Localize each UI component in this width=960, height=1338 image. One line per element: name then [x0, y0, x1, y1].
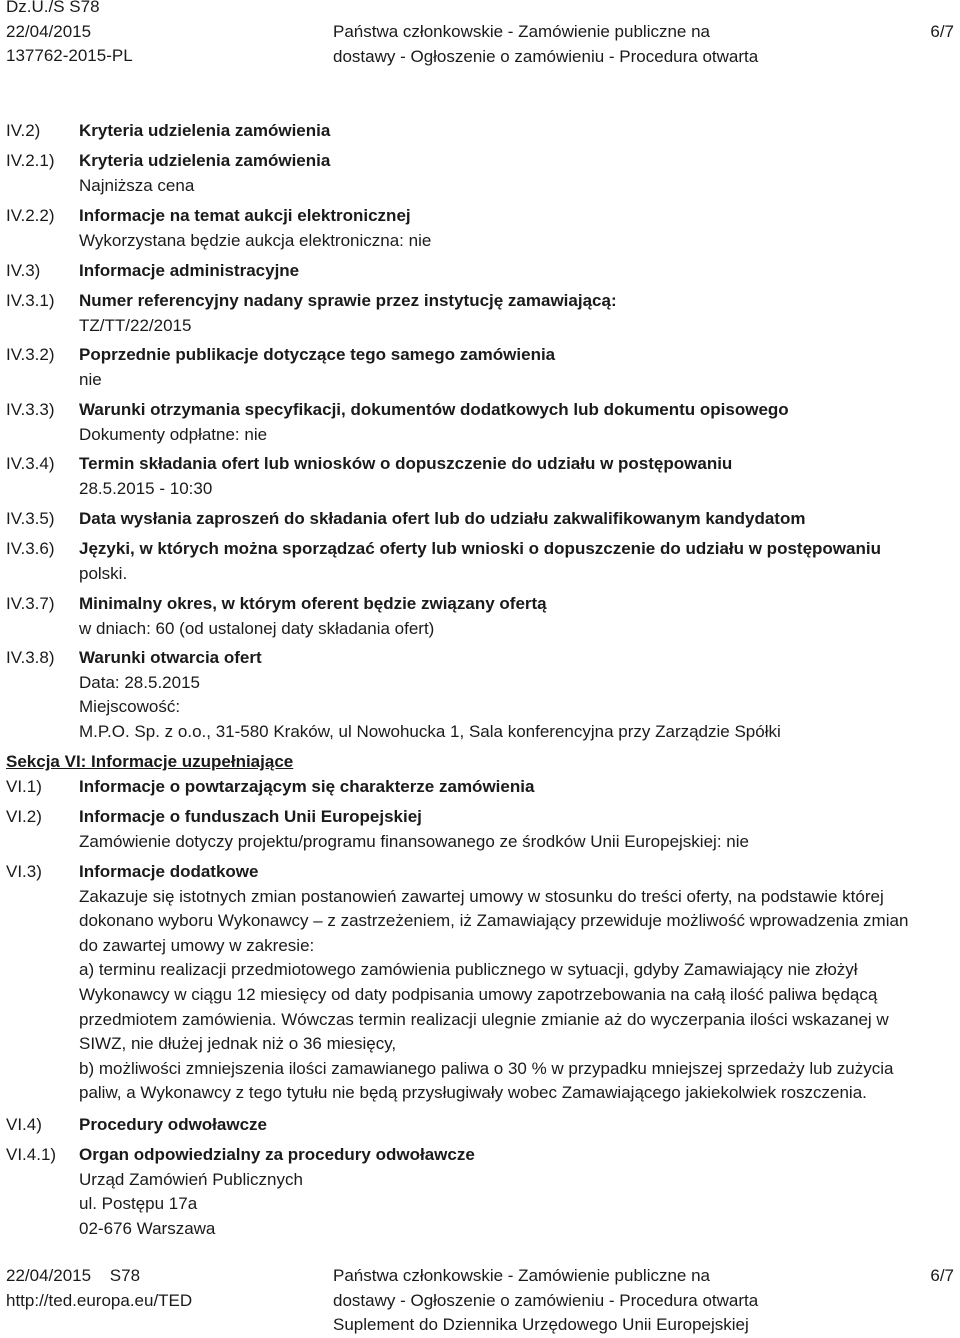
item-content	[79, 149, 330, 198]
item-number: IV.3.1)	[6, 291, 55, 310]
item-number: IV.2.1)	[6, 151, 55, 170]
item-heading: Termin składania ofert lub wniosków o dopuszczenie do udziału w postępowaniu	[79, 454, 733, 473]
item-text: Miejscowość:	[79, 697, 181, 717]
section-6-title: Sekcja VI: Informacje uzupełniające	[6, 752, 294, 771]
footer-title-line-2: dostawy - Ogłoszenie o zamówieniu - Procedura otwarta	[333, 1290, 759, 1310]
item-content	[79, 343, 555, 392]
item-number: IV.3)	[6, 261, 41, 280]
item-content	[79, 452, 732, 501]
item-number: IV.2.2)	[6, 206, 55, 225]
item-text: M.P.O. Sp. z o.o., 31-580 Kraków, ul Nowohucka 1, Sala konferencyjna przy Zarządzie Spółki	[79, 721, 781, 741]
item-heading: Informacje o funduszach Unii Europejskiej	[79, 807, 422, 826]
header-title-line-1: Państwa członkowskie - Zamówienie publiczne na	[333, 22, 711, 41]
header-date: 22/04/2015	[6, 21, 92, 41]
item-heading: Organ odpowiedzialny za procedury odwoławcze	[79, 1145, 475, 1164]
item-number: VI.3)	[6, 862, 42, 881]
header-title-line-2: dostawy - Ogłoszenie o zamówieniu - Procedura otwarta	[333, 46, 759, 66]
item-heading: Warunki otrzymania specyfikacji, dokumentów dodatkowych lub dokumentu opisowego	[79, 400, 789, 419]
item-heading: Minimalny okres, w którym oferent będzie związany ofertą	[79, 594, 547, 613]
item-text: paliw, a Wykonawcy z tego tytułu nie będą przysługiwały wobec Zamawiającego jakiekolwiek roszczenia.	[79, 1083, 867, 1103]
item-text: polski.	[79, 563, 128, 583]
item-number: IV.3.5)	[6, 509, 55, 528]
header-page-number: 6/7	[930, 22, 954, 41]
item-text: Zamówienie dotyczy projektu/programu finansowanego ze środków Unii Europejskiej: nie	[79, 831, 749, 851]
item-heading: Kryteria udzielenia zamówienia	[79, 151, 331, 170]
header-journal-ref: Dz.U./S S78	[6, 0, 100, 16]
item-number: VI.4.1)	[6, 1145, 57, 1164]
item-content	[79, 119, 330, 144]
item-content	[79, 289, 617, 338]
item-text: Zakazuje się istotnych zmian postanowień zawartej umowy w stosunku do treści oferty, na podstawie której	[79, 886, 884, 906]
item-text: b) możliwości zmniejszenia ilości zamawianego paliwa o 30 % w przypadku mniejszej sprzedaży lub zużycia	[79, 1058, 894, 1078]
item-content	[79, 1113, 267, 1138]
item-heading: Numer referencyjny nadany sprawie przez instytucję zamawiającą:	[79, 291, 617, 310]
item-number: IV.2)	[6, 121, 41, 140]
item-number: IV.3.4)	[6, 454, 55, 473]
item-content	[79, 398, 789, 447]
item-text: dokonano wyboru Wykonawcy – z zastrzeżeniem, iż Zamawiający przewiduje możliwość wprowadzenia zmian	[79, 911, 909, 931]
item-text: TZ/TT/22/2015	[79, 315, 192, 335]
item-heading: Data wysłania zaproszeń do składania ofert lub do udziału zakwalifikowanym kandydatom	[79, 509, 806, 528]
item-heading: Języki, w których można sporządzać oferty lub wnioski o dopuszczenie do udziału w postępowaniu	[79, 539, 881, 558]
item-text: Wykonawcy w ciągu 12 miesięcy od daty podpisania umowy zapotrzebowania na całą ilość paliwa będącą	[79, 984, 878, 1004]
footer-title-line-3: Suplement do Dziennika Urzędowego Unii Europejskiej	[333, 1315, 749, 1335]
item-number: IV.3.3)	[6, 400, 55, 419]
footer-url[interactable]: http://ted.europa.eu/TED	[6, 1290, 193, 1310]
item-text: nie	[79, 369, 102, 389]
item-text: Data: 28.5.2015	[79, 672, 200, 692]
item-number: VI.1)	[6, 777, 42, 796]
item-number: IV.3.2)	[6, 345, 55, 364]
item-text: przedmiotem zamówienia. Wówczas termin realizacji ulegnie zmianie aż do wyczerpania ilości wskazanej w	[79, 1009, 889, 1029]
item-heading: Kryteria udzielenia zamówienia	[79, 121, 331, 140]
item-text: Dokumenty odpłatne: nie	[79, 424, 268, 444]
item-text: Urząd Zamówień Publicznych	[79, 1169, 303, 1189]
item-heading: Warunki otwarcia ofert	[79, 648, 262, 667]
item-number: IV.3.8)	[6, 648, 55, 667]
item-heading: Informacje administracyjne	[79, 261, 300, 280]
item-content	[79, 775, 534, 800]
item-heading: Informacje na temat aukcji elektronicznej	[79, 206, 411, 225]
item-content	[79, 204, 431, 253]
item-content	[79, 537, 881, 586]
footer-center	[333, 1264, 758, 1338]
item-heading: Procedury odwoławcze	[79, 1115, 267, 1134]
item-heading: Informacje o powtarzającym się charakterze zamówienia	[79, 777, 535, 796]
header-notice-id: 137762-2015-PL	[6, 46, 133, 66]
footer-date: 22/04/2015 S78	[6, 1266, 141, 1285]
item-text: Wykorzystana będzie aukcja elektroniczna: nie	[79, 230, 432, 250]
item-number: IV.3.7)	[6, 594, 55, 613]
item-content	[79, 860, 908, 1106]
item-content	[79, 646, 781, 744]
item-content	[79, 259, 299, 284]
item-heading: Informacje dodatkowe	[79, 862, 259, 881]
item-number: IV.3.6)	[6, 539, 55, 558]
item-text: 28.5.2015 - 10:30	[79, 478, 213, 498]
item-text: 02-676 Warszawa	[79, 1218, 216, 1238]
footer-left	[6, 1264, 192, 1313]
footer-page-number: 6/7	[930, 1266, 954, 1285]
header-center	[333, 20, 758, 69]
item-text: SIWZ, nie dłużej jednak niż o 36 miesięcy,	[79, 1034, 397, 1054]
item-number: VI.2)	[6, 807, 42, 826]
item-text: do zawartej umowy w zakresie:	[79, 935, 315, 955]
item-heading: Poprzednie publikacje dotyczące tego samego zamówienia	[79, 345, 556, 364]
item-content	[79, 805, 749, 854]
item-text: Najniższa cena	[79, 175, 195, 195]
header-left	[6, 0, 133, 69]
item-text: a) terminu realizacji przedmiotowego zamówienia publicznego w sytuacji, gdyby Zamawiający nie złożył	[79, 960, 858, 980]
footer-title-line-1: Państwa członkowskie - Zamówienie publiczne na	[333, 1266, 711, 1285]
item-content	[79, 1143, 475, 1241]
item-number: VI.4)	[6, 1115, 42, 1134]
item-content	[79, 592, 547, 641]
item-text: ul. Postępu 17a	[79, 1194, 198, 1214]
item-text: w dniach: 60 (od ustalonej daty składania ofert)	[79, 618, 435, 638]
item-content	[79, 507, 805, 532]
